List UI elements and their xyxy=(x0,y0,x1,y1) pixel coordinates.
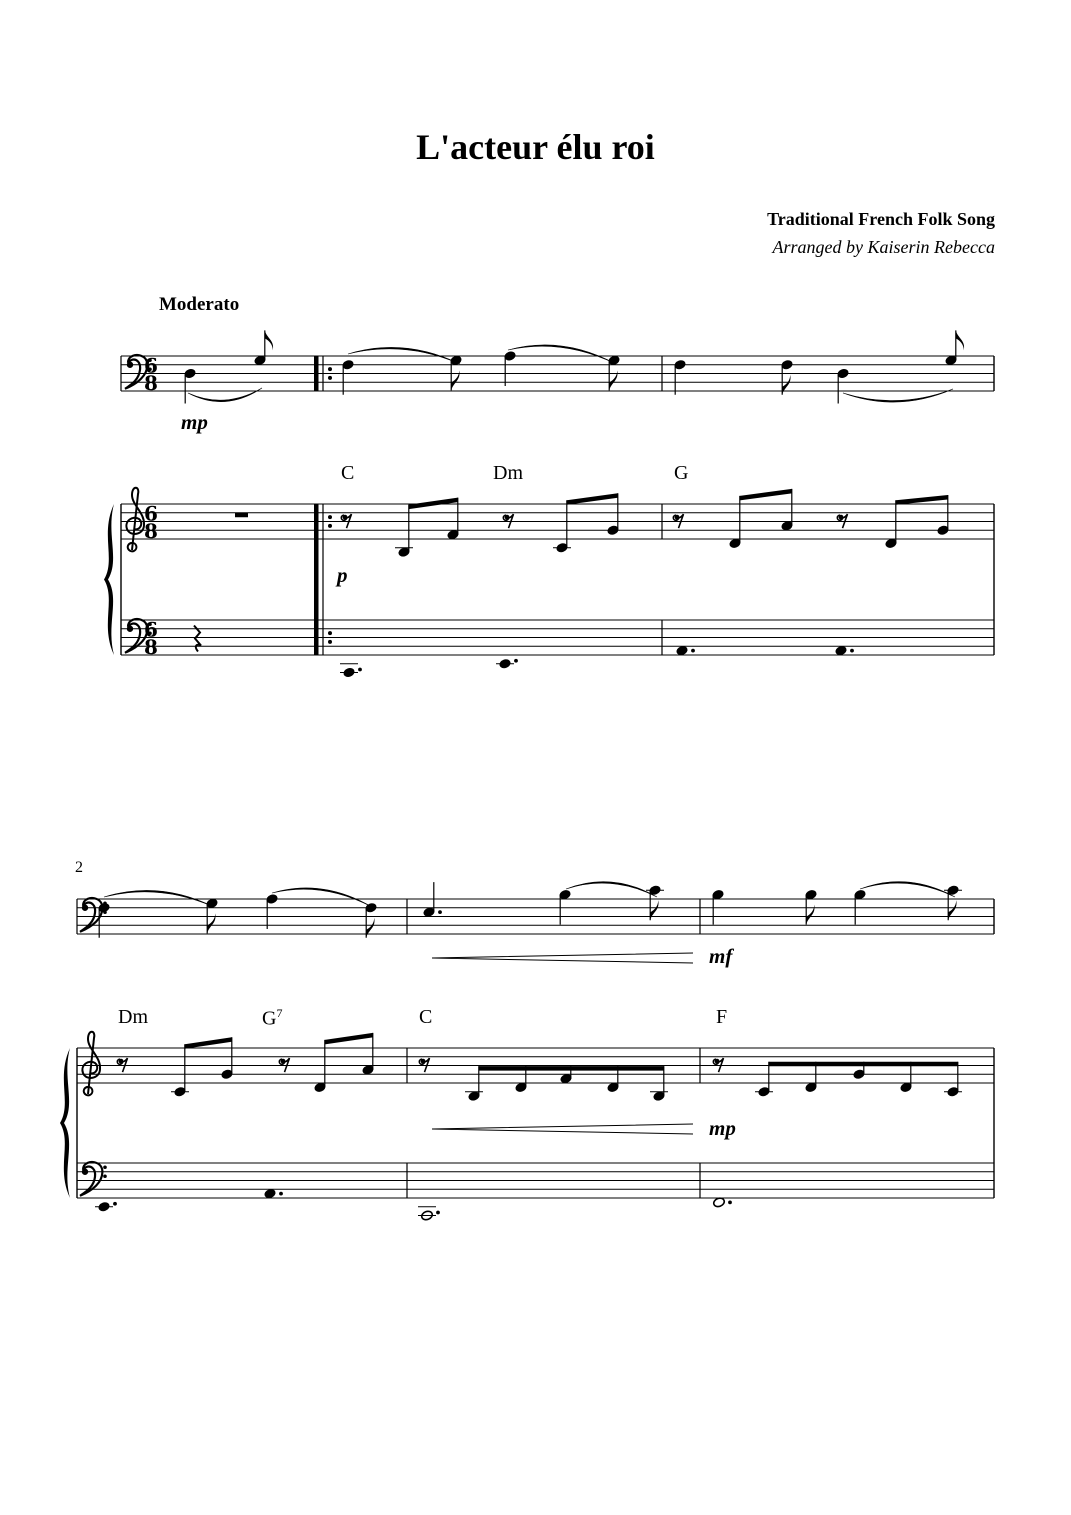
rest-dot xyxy=(119,1059,124,1064)
measure-number: 2 xyxy=(75,859,83,876)
rest-dot xyxy=(421,1059,426,1064)
clef-dot xyxy=(127,362,133,368)
flag xyxy=(366,918,374,938)
beamed-group xyxy=(479,1066,664,1095)
note xyxy=(559,889,572,925)
rest-dot xyxy=(343,515,348,520)
rest-dot xyxy=(675,515,680,520)
flag xyxy=(265,330,273,350)
note xyxy=(340,664,362,678)
chord-symbol: C xyxy=(341,462,355,484)
beam xyxy=(896,495,948,505)
time-signature-denominator: 8 xyxy=(144,635,158,659)
repeat-dot xyxy=(328,631,332,635)
repeat-dot xyxy=(328,376,332,380)
time-signature-numerator: 6 xyxy=(144,617,158,642)
whole-rest xyxy=(235,513,248,518)
clef-body xyxy=(82,1032,100,1096)
tempo-marking: Moderato xyxy=(159,294,240,315)
beamed-group xyxy=(740,489,792,543)
clef-dot xyxy=(127,626,133,632)
chord-symbol: F xyxy=(716,1006,728,1028)
beamed-group xyxy=(896,495,948,542)
note xyxy=(553,542,571,553)
composer: Traditional French Folk Song xyxy=(767,209,995,229)
brace xyxy=(60,1048,70,1198)
piano-bass-staff xyxy=(121,617,994,655)
rest-dot xyxy=(715,1059,720,1064)
note xyxy=(504,350,517,386)
slur xyxy=(272,888,372,907)
rest-dot xyxy=(281,1059,286,1064)
repeat-dot xyxy=(328,524,332,528)
note xyxy=(854,889,867,925)
bass-clef xyxy=(80,898,107,932)
beam xyxy=(409,498,458,510)
chord-symbol: C xyxy=(419,1006,433,1028)
slur xyxy=(860,882,955,897)
note xyxy=(266,893,279,929)
note xyxy=(98,902,111,938)
chord-symbol: G xyxy=(674,462,689,484)
repeat-thick-barline xyxy=(314,504,319,655)
beam xyxy=(769,1062,958,1067)
clef-dot xyxy=(82,1169,88,1175)
time-signature-denominator: 8 xyxy=(144,519,158,543)
note xyxy=(342,359,355,395)
clef-dot xyxy=(103,1165,107,1169)
beam xyxy=(185,1037,232,1049)
beam xyxy=(325,1033,373,1045)
beamed-group xyxy=(409,498,458,552)
note xyxy=(206,898,219,934)
note xyxy=(712,889,725,925)
repeat-thick-barline xyxy=(314,356,319,391)
treble-clef xyxy=(126,488,144,552)
time-signature xyxy=(144,502,158,544)
note xyxy=(423,882,442,918)
note xyxy=(944,1086,962,1097)
piano-bass-staff xyxy=(77,1163,994,1198)
clef-body xyxy=(80,1162,102,1196)
quarter-rest xyxy=(194,626,201,652)
clef-dot xyxy=(82,905,88,911)
note xyxy=(365,902,378,938)
note xyxy=(755,1086,773,1097)
note xyxy=(95,1201,117,1212)
chord-symbol: $G^7$ xyxy=(262,1006,283,1030)
time-signature-numerator: 6 xyxy=(144,353,158,378)
clef-body xyxy=(126,488,144,552)
time-signature-numerator: 6 xyxy=(144,501,158,526)
piano-treble-staff xyxy=(121,501,994,539)
beam xyxy=(479,1066,664,1071)
slur xyxy=(508,345,616,364)
dynamic-marking: p xyxy=(337,563,348,587)
dot xyxy=(113,1202,117,1206)
note xyxy=(395,547,413,558)
repeat-dot xyxy=(328,640,332,644)
time-signature xyxy=(144,618,158,660)
flag xyxy=(956,330,964,350)
chord-symbol: Dm xyxy=(493,462,523,484)
dot xyxy=(436,1211,440,1215)
note xyxy=(608,355,621,391)
rest-dot xyxy=(505,515,510,520)
dot xyxy=(850,649,854,653)
dynamic-marking: mf xyxy=(709,944,733,968)
dynamic-marking: mp xyxy=(181,410,208,434)
crescendo-hairpin xyxy=(432,1124,693,1134)
note xyxy=(254,330,274,366)
note xyxy=(674,359,687,395)
chord-symbol: Dm xyxy=(118,1006,148,1028)
note xyxy=(184,368,197,404)
note xyxy=(171,1086,189,1097)
dot xyxy=(728,1200,732,1204)
beamed-group xyxy=(325,1033,373,1087)
flag xyxy=(782,375,790,395)
bass-clef xyxy=(80,1162,107,1196)
dot xyxy=(358,668,362,672)
beam xyxy=(740,489,792,501)
clef-dot xyxy=(103,1174,107,1178)
dot xyxy=(438,910,442,914)
treble-clef xyxy=(82,1032,100,1096)
note xyxy=(418,1207,440,1221)
dot xyxy=(691,649,695,653)
dot xyxy=(514,659,518,663)
note xyxy=(781,359,794,395)
repeat-dot xyxy=(328,367,332,371)
repeat-dot xyxy=(328,515,332,519)
note xyxy=(805,889,818,925)
note xyxy=(465,1091,483,1102)
brace xyxy=(104,504,114,655)
note xyxy=(837,368,850,404)
crescendo-hairpin xyxy=(432,953,693,963)
flag xyxy=(650,900,658,920)
beam xyxy=(567,493,618,505)
solo-staff xyxy=(121,353,994,391)
dynamic-marking: mp xyxy=(709,1116,736,1140)
slur xyxy=(188,388,262,402)
arranger: Arranged by Kaiserin Rebecca xyxy=(772,237,995,257)
time-signature xyxy=(144,354,158,396)
time-signature-denominator: 8 xyxy=(144,371,158,395)
flag xyxy=(948,900,956,920)
note xyxy=(646,885,664,921)
note xyxy=(944,885,962,921)
rest-dot xyxy=(839,515,844,520)
note xyxy=(945,330,965,366)
slur xyxy=(566,882,657,897)
dot xyxy=(279,1192,283,1196)
note xyxy=(650,1091,668,1102)
note xyxy=(496,658,518,669)
title: L'acteur élu roi xyxy=(416,127,655,167)
